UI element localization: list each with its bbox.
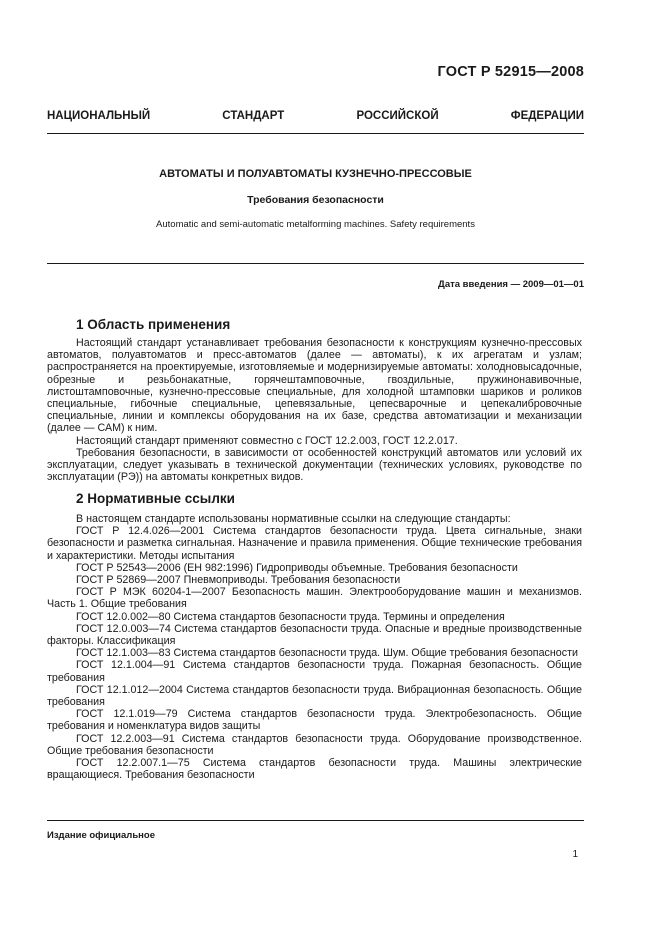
reference-item: ГОСТ 12.1.012—2004 Система стандартов безопасности труда. Вибрационная безопасность. Общие требования <box>47 683 582 709</box>
reference-item: ГОСТ 12.0.003—74 Система стандартов безопасности труда. Опасные и вредные производственные факторы. Классификация <box>47 622 582 648</box>
paragraph: В настоящем стандарте использованы нормативные ссылки на следующие стандарты: <box>76 513 511 525</box>
reference-item: ГОСТ Р 52543—2006 (ЕН 982:1996) Гидроприводы объемные. Требования безопасности <box>76 561 518 574</box>
national-standard-heading: НАЦИОНАЛЬНЫЙ СТАНДАРТ РОССИЙСКОЙ ФЕДЕРАЦИИ <box>47 110 584 122</box>
reference-item: ГОСТ 12.2.007.1—75 Система стандартов безопасности труда. Машины электрические вращающиеся. Требования безопасности <box>47 757 582 782</box>
section-1-body <box>47 337 582 483</box>
reference-item: ГОСТ Р 52869—2007 Пневмоприводы. Требования безопасности <box>76 574 401 587</box>
document-subtitle: Требования безопасности <box>247 194 384 206</box>
footer-rule <box>47 820 584 821</box>
reference-item: ГОСТ Р МЭК 60204-1—2007 Безопасность машин. Электрооборудование машин и механизмов. Часть 1. Общие требования <box>47 586 582 611</box>
reference-item: ГОСТ Р 12.4.026—2001 Система стандартов безопасности труда. Цвета сигнальные, знаки безопасности и разметка сигнальная. Назначение и правила применения. Общие технические требования и характеристики. Методы испытания <box>47 525 582 562</box>
document-number: ГОСТ Р 52915—2008 <box>437 64 584 80</box>
document-title-english: Automatic and semi-automatic metalforming machines. Safety requirements <box>156 219 475 230</box>
header-rule <box>47 133 584 134</box>
paragraph: Настоящий стандарт устанавливает требования безопасности к конструкциям кузнечно-прессовых автоматов, полуавтоматов и пресс-автоматов (далее — автоматы), к их агрегатам и узлам; распространяется на проектируемые, изготовляемые и модернизируемые автоматы: холодновысадочные, обрезные и резьбонакатные, горячештамповочные, гвоздильные, пружинонавивочные, листоштамповочные, кузнечно-прессовые специальные, для холодной штамповки шариков и роликов специальные, гибочные специальные, цепевязальные, цепесварочные и цепекалибровочные специальные, линии и комплексы оборудования на их базе, средства автоматизации и механизации (далее — САМ) к ним. <box>47 337 582 435</box>
reference-item: ГОСТ 12.2.003—91 Система стандартов безопасности труда. Оборудование производственное. Общие требования безопасности <box>47 732 582 757</box>
section-2-heading: 2 Нормативные ссылки <box>76 491 235 506</box>
document-title: АВТОМАТЫ И ПОЛУАВТОМАТЫ КУЗНЕЧНО-ПРЕССОВЫЕ <box>159 168 472 180</box>
introduction-date: Дата введения — 2009—01—01 <box>438 279 584 290</box>
official-edition-label: Издание официальное <box>47 830 155 841</box>
reference-item: ГОСТ 12.1.004—91 Система стандартов безопасности труда. Пожарная безопасность. Общие требования <box>47 659 582 684</box>
reference-item: ГОСТ 12.0.002—80 Система стандартов безопасности труда. Термины и определения <box>76 610 505 623</box>
reference-item: ГОСТ 12.1.003—83 Система стандартов безопасности труда. Шум. Общие требования безопасности <box>76 647 578 660</box>
paragraph: Настоящий стандарт применяют совместно с ГОСТ 12.2.003, ГОСТ 12.2.017. <box>76 434 458 447</box>
section-1-heading: 1 Область применения <box>76 317 231 332</box>
reference-item: ГОСТ 12.1.019—79 Система стандартов безопасности труда. Электробезопасность. Общие требования и номенклатура видов защиты <box>47 708 582 733</box>
title-rule <box>47 263 584 264</box>
section-2-body <box>47 513 582 781</box>
page-number: 1 <box>572 849 578 860</box>
paragraph: Требования безопасности, в зависимости от особенностей конструкций автоматов или условий их эксплуатации, следует указывать в технической документации (технических условиях, руководстве по эксплуатации (РЭ)) на автоматы конкретных видов. <box>47 446 582 484</box>
